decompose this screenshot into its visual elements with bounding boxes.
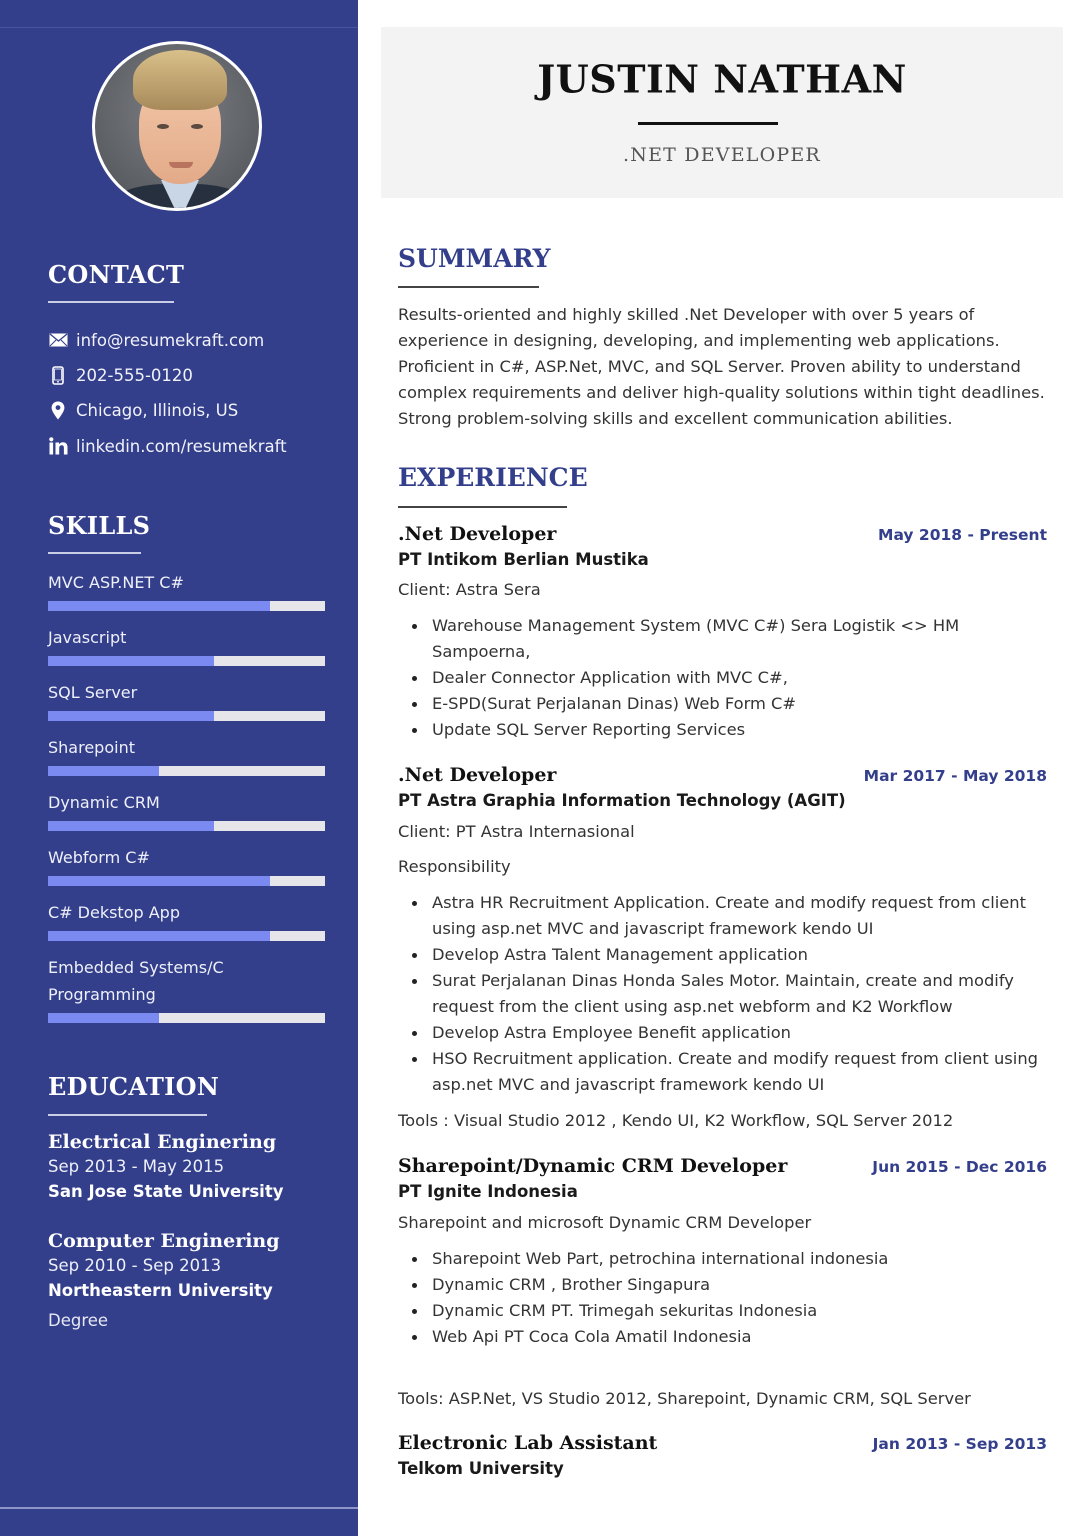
contact-linkedin[interactable] xyxy=(48,435,287,457)
contact-location-text: Chicago, Illinois, US xyxy=(76,400,239,420)
summary-text: Results-oriented and highly skilled .Net Developer with over 5 years of experience in designing, developing, and implementing web applications. Proficient in C#, ASP.Net, MVC, and SQL Server. Proven ability to understand complex requirements and deliver high-quality solutions within tight deadlines. Strong problem-solving skills and excellent communication abilities. xyxy=(398,305,1045,428)
candidate-name: JUSTIN NATHAN xyxy=(537,56,907,102)
list-item: Warehouse Management System (MVC C#) Sera Logistik <> HM Sampoerna, xyxy=(398,613,998,665)
photo-eye xyxy=(191,124,203,129)
education-title: Computer Enginering xyxy=(48,1230,280,1252)
job-bullets xyxy=(398,890,1048,1098)
skill-bar-fill xyxy=(48,1013,159,1023)
skill-item xyxy=(48,954,278,1023)
education-school: Northeastern University xyxy=(48,1281,273,1300)
skill-item xyxy=(48,734,325,776)
skill-label: Sharepoint xyxy=(48,738,135,757)
job-company: Telkom University xyxy=(398,1459,564,1478)
job-dates: May 2018 - Present xyxy=(878,526,1047,544)
job-dates: Mar 2017 - May 2018 xyxy=(863,767,1047,785)
skill-bar-fill xyxy=(48,601,270,611)
name-divider xyxy=(638,122,778,125)
job-description: Sharepoint and microsoft Dynamic CRM Developer xyxy=(398,1213,812,1232)
list-item: Develop Astra Talent Management application xyxy=(398,942,1048,968)
sidebar-bottom-divider xyxy=(0,1507,358,1509)
list-item: Develop Astra Employee Benefit application xyxy=(398,1020,1048,1046)
job-title: Electronic Lab Assistant xyxy=(398,1432,658,1454)
skill-item xyxy=(48,899,325,941)
skill-item xyxy=(48,569,325,611)
contact-location xyxy=(48,399,238,421)
skills-heading-rule xyxy=(48,552,141,554)
job-title: .Net Developer xyxy=(398,523,557,545)
skill-bar xyxy=(48,766,325,776)
skill-bar-fill xyxy=(48,876,270,886)
skill-label: C# Dekstop App xyxy=(48,903,180,922)
contact-email-text: info@resumekraft.com xyxy=(76,330,265,350)
skill-bar xyxy=(48,876,325,886)
skills-heading: SKILLS xyxy=(48,511,151,540)
contact-phone-text: 202-555-0120 xyxy=(76,365,193,385)
list-item: Dealer Connector Application with MVC C#, xyxy=(398,665,998,691)
skill-bar-fill xyxy=(48,821,214,831)
education-degree: Degree xyxy=(48,1311,109,1330)
skill-label: MVC ASP.NET C# xyxy=(48,573,184,592)
skill-bar-fill xyxy=(48,766,159,776)
phone-icon xyxy=(48,365,68,385)
job-client: Client: PT Astra Internasional xyxy=(398,822,635,841)
summary-heading: SUMMARY xyxy=(398,244,551,273)
education-dates: Sep 2010 - Sep 2013 xyxy=(48,1256,222,1275)
education-heading: EDUCATION xyxy=(48,1072,220,1101)
skill-item xyxy=(48,624,325,666)
job-bullets xyxy=(398,613,998,743)
skill-bar xyxy=(48,1013,325,1023)
job-company: PT Astra Graphia Information Technology (AGIT) xyxy=(398,791,846,810)
contact-phone[interactable] xyxy=(48,364,193,386)
job-tools: Tools: ASP.Net, VS Studio 2012, Sharepoint, Dynamic CRM, SQL Server xyxy=(398,1389,971,1408)
experience-heading: EXPERIENCE xyxy=(398,463,588,492)
list-item: Astra HR Recruitment Application. Create and modify request from client using asp.net MVC and javascript framework kendo UI xyxy=(398,890,1048,942)
contact-linkedin-text: linkedin.com/resumekraft xyxy=(76,436,287,456)
mail-icon xyxy=(48,330,68,350)
job-dates: Jan 2013 - Sep 2013 xyxy=(872,1435,1047,1453)
experience-heading-rule xyxy=(398,506,567,508)
job-responsibility-label: Responsibility xyxy=(398,857,511,876)
location-pin-icon xyxy=(48,400,68,420)
photo-hair xyxy=(133,50,227,110)
name-header xyxy=(381,27,1063,198)
education-title: Electrical Enginering xyxy=(48,1131,277,1153)
list-item: Sharepoint Web Part, petrochina international indonesia xyxy=(398,1246,1048,1272)
skill-bar-fill xyxy=(48,711,214,721)
education-heading-rule xyxy=(48,1114,207,1116)
skill-item xyxy=(48,844,325,886)
skill-bar xyxy=(48,711,325,721)
skill-label: SQL Server xyxy=(48,683,138,702)
list-item: Surat Perjalanan Dinas Honda Sales Motor. Maintain, create and modify request from the client using asp.net webform and K2 Workflow xyxy=(398,968,1048,1020)
contact-heading: CONTACT xyxy=(48,260,185,289)
education-dates: Sep 2013 - May 2015 xyxy=(48,1157,225,1176)
list-item: Update SQL Server Reporting Services xyxy=(398,717,998,743)
skill-label: Embedded Systems/C Programming xyxy=(48,958,224,1004)
photo-mouth xyxy=(169,162,193,168)
job-client: Client: Astra Sera xyxy=(398,580,541,599)
job-company: PT Ignite Indonesia xyxy=(398,1182,578,1201)
skill-label: Javascript xyxy=(48,628,127,647)
list-item: HSO Recruitment application. Create and modify request from client using asp.net MVC and javascript framework kendo UI xyxy=(398,1046,1048,1098)
contact-email[interactable] xyxy=(48,329,264,351)
sidebar-top-divider xyxy=(0,27,358,28)
contact-heading-rule xyxy=(48,301,174,303)
list-item: Dynamic CRM PT. Trimegah sekuritas Indonesia xyxy=(398,1298,1048,1324)
skill-bar-fill xyxy=(48,656,214,666)
skill-bar xyxy=(48,821,325,831)
linkedin-icon xyxy=(48,436,68,456)
skill-item xyxy=(48,679,325,721)
job-title: .Net Developer xyxy=(398,764,557,786)
skill-bar xyxy=(48,931,325,941)
job-company: PT Intikom Berlian Mustika xyxy=(398,550,649,569)
photo-eye xyxy=(157,124,169,129)
education-school: San Jose State University xyxy=(48,1182,284,1201)
list-item: Dynamic CRM , Brother Singapura xyxy=(398,1272,1048,1298)
sidebar xyxy=(0,0,358,1536)
list-item: Web Api PT Coca Cola Amatil Indonesia xyxy=(398,1324,1048,1350)
list-item: E-SPD(Surat Perjalanan Dinas) Web Form C# xyxy=(398,691,998,717)
skill-label: Dynamic CRM xyxy=(48,793,160,812)
skill-item xyxy=(48,789,325,831)
job-bullets xyxy=(398,1246,1048,1350)
job-dates: Jun 2015 - Dec 2016 xyxy=(872,1158,1047,1176)
profile-photo xyxy=(92,41,262,211)
skill-bar-fill xyxy=(48,931,270,941)
candidate-role: .NET DEVELOPER xyxy=(623,144,821,166)
job-tools: Tools : Visual Studio 2012 , Kendo UI, K2 Workflow, SQL Server 2012 xyxy=(398,1111,954,1130)
summary-heading-rule xyxy=(398,286,539,288)
skill-label: Webform C# xyxy=(48,848,150,867)
skill-bar xyxy=(48,656,325,666)
job-title: Sharepoint/Dynamic CRM Developer xyxy=(398,1155,788,1177)
skill-bar xyxy=(48,601,325,611)
